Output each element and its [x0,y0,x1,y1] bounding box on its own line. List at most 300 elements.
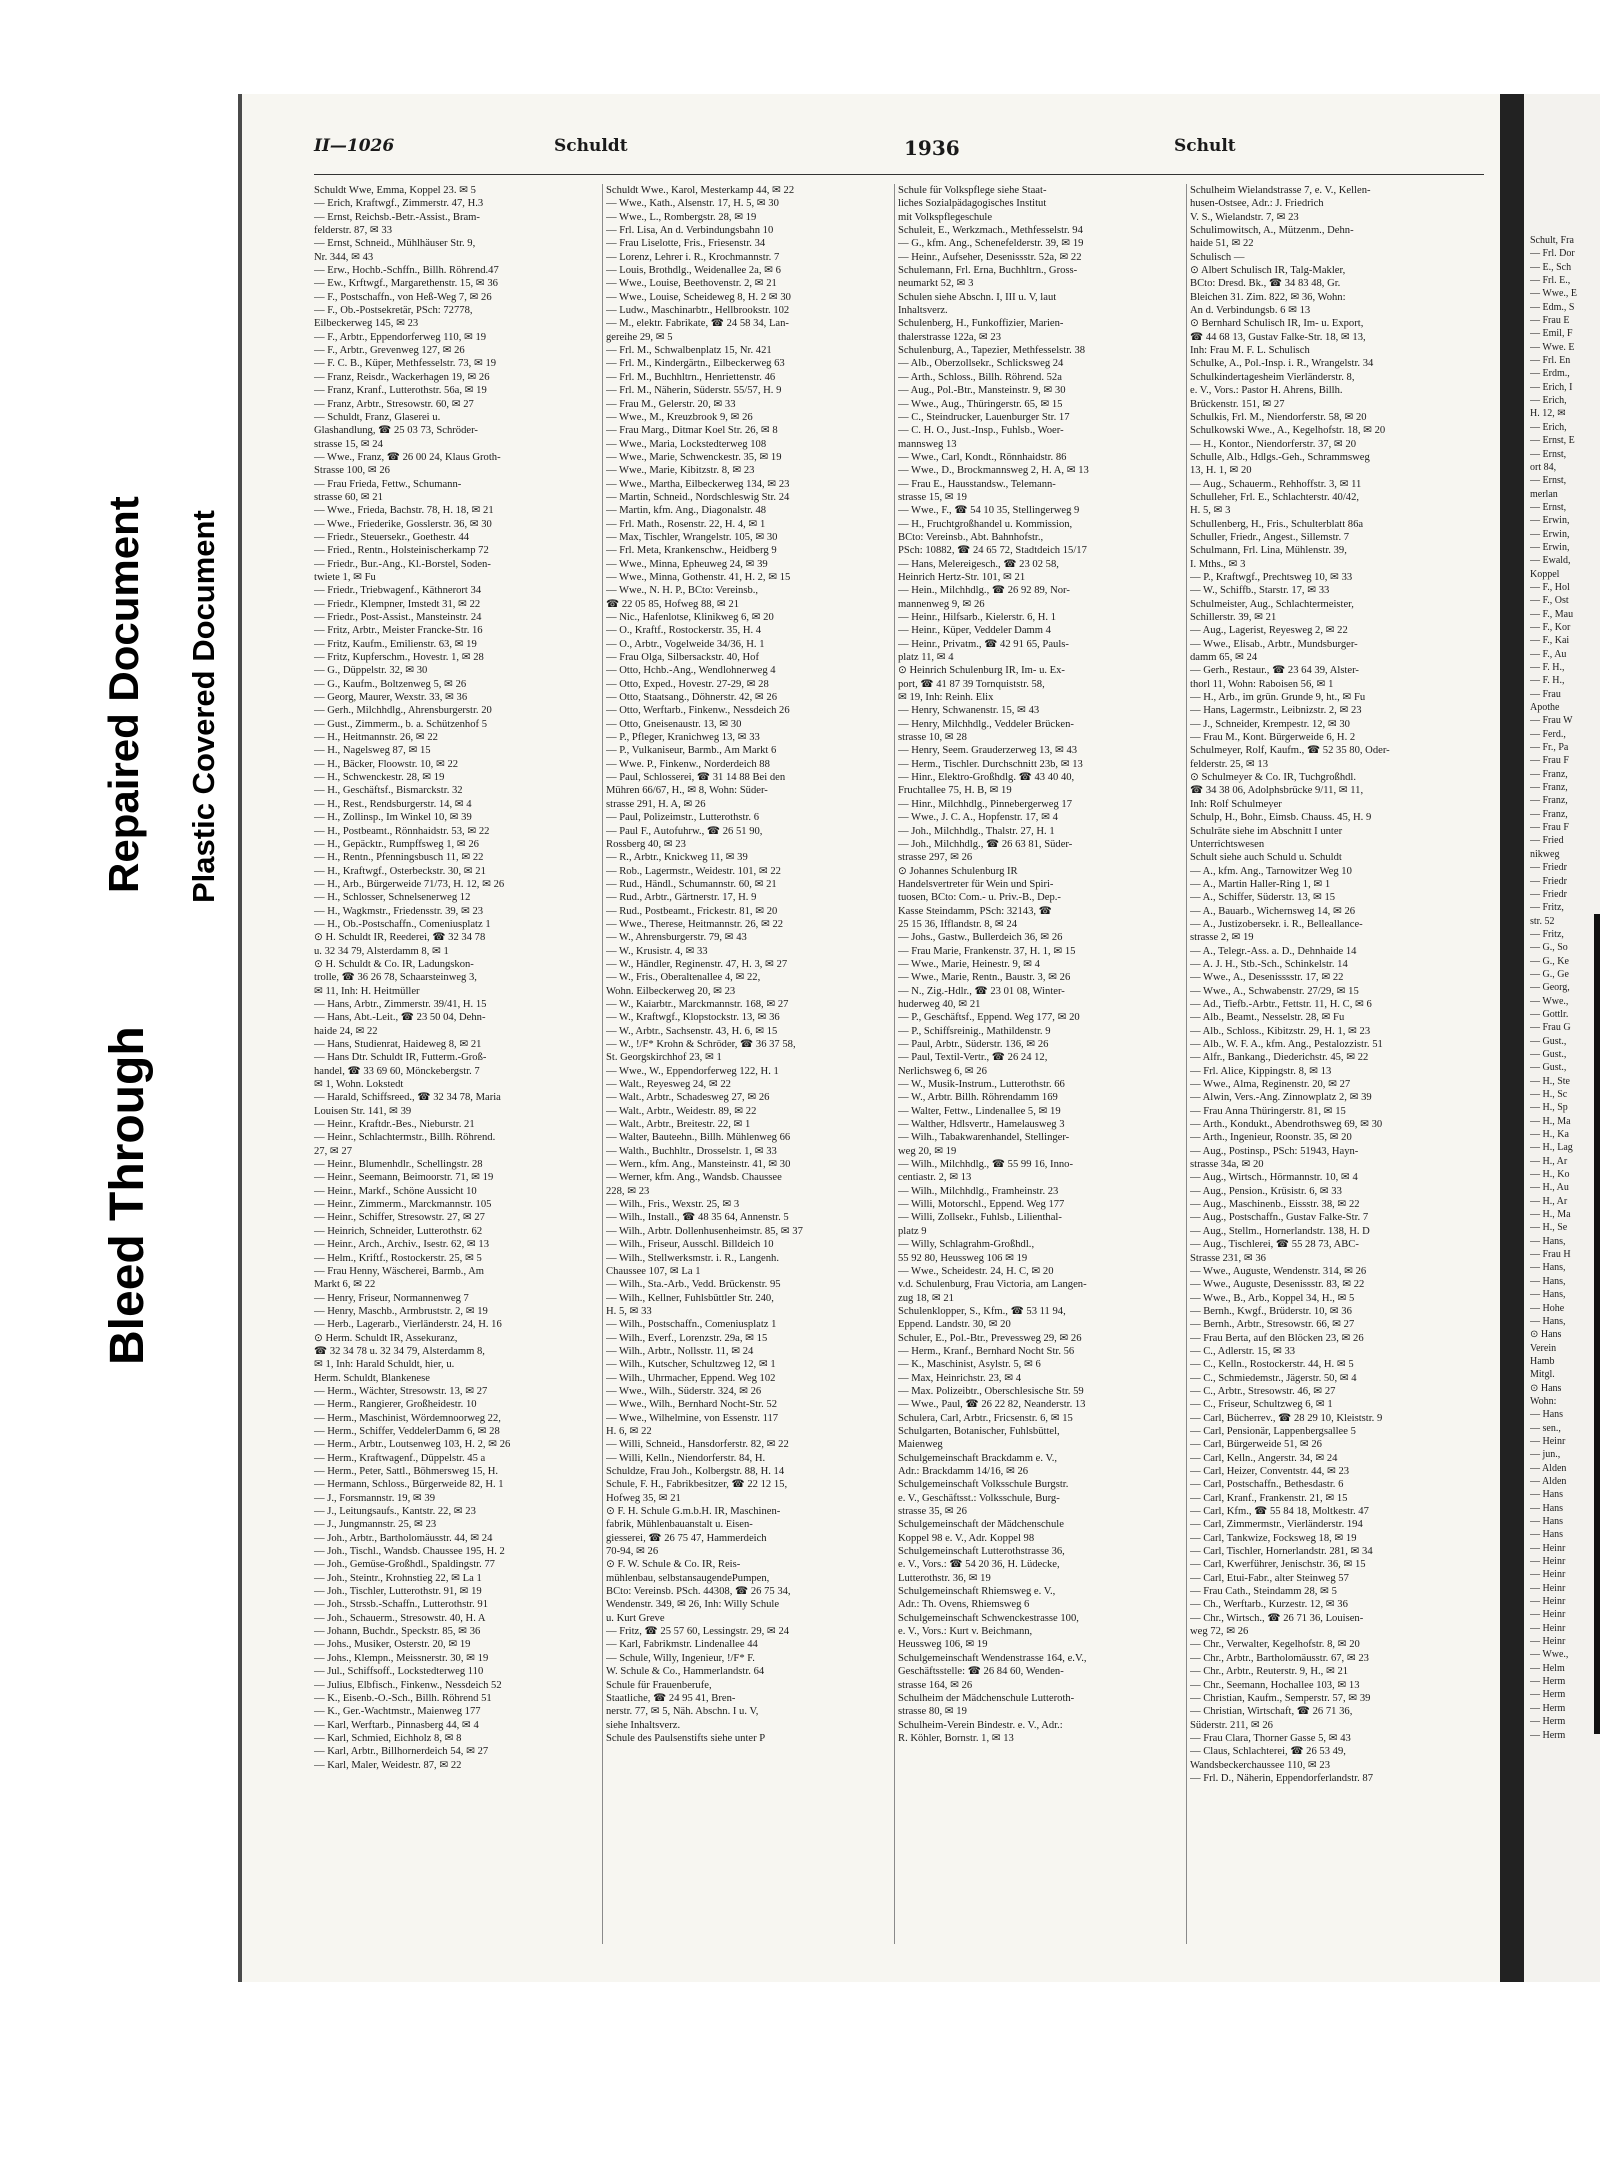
directory-entry: — Walther, Hdlsvertr., Hamelausweg 3 [898,1119,1065,1131]
directory-entry: — Alb., Beamt., Nesselstr. 28, ✉ Fu [1190,1012,1345,1024]
directory-entry: — F., Postschaffn., von Heß-Weg 7, ✉ 26 [314,291,492,303]
directory-entry: — Willi, Motorschl., Eppend. Weg 177 [898,1199,1065,1211]
directory-entry: — Otto, Hchb.-Ang., Wendlohnerweg 4 [606,665,776,677]
scan-edge-shadow [1594,914,1600,1734]
directory-entry: — Willi, Schneid., Hansdorferstr. 82, ✉ 22 [606,1439,789,1451]
directory-entry: — Alb., Oberzollsekr., Schlicksweg 24 [898,358,1064,370]
directory-entry: — Johs., Klempn., Meissnerstr. 30, ✉ 19 [314,1652,489,1664]
directory-entry: — Heinr., Privatm., ☎ 42 91 65, Pauls- [898,638,1069,650]
directory-entry: ⊙ Heinrich Schulenburg IR, Im- u. Ex- [898,665,1065,677]
directory-entry: — Frl. M., Näherin, Süderstr. 55/57, H. 9 [606,385,782,397]
next-page-entry: — G., So [1530,942,1568,954]
next-page-entry: — Heinr [1530,1609,1566,1621]
directory-entry: e. V., Vors.: ☎ 54 20 36, H. Lüdecke, [898,1559,1060,1571]
directory-entry: — Friedr., Steuersekr., Goethestr. 44 [314,531,470,543]
directory-entry: — H., Kraftwgf., Osterbeckstr. 30, ✉ 21 [314,865,486,877]
next-page-entry: — Heinr [1530,1569,1566,1581]
next-page-entry: — H., Ste [1530,1075,1570,1087]
next-page-entry: — Hans, [1530,1315,1566,1327]
directory-entry: e. V., Vors.: Kurt v. Beichmann, [898,1626,1033,1638]
next-page-entry: ort 84, [1530,461,1557,473]
directory-entry: — Julius, Elbfisch., Finkenw., Nessdeich 52 [314,1679,502,1691]
directory-entry: — Fritz, Kaufm., Emilienstr. 63, ✉ 19 [314,638,477,650]
directory-entry: — Karl, Arbtr., Billhornerdeich 54, ✉ 27 [314,1746,489,1758]
next-page-entry: — Georg, [1530,982,1570,994]
directory-entry: twiete 1, ✉ Fu [314,571,376,583]
directory-entry: — Henry, Schwanenstr. 15, ✉ 43 [898,705,1040,717]
directory-entry: strasse 15, ✉ 24 [314,438,383,450]
directory-entry: ☎ 34 38 06, Adolphsbrücke 9/11, ✉ 11, [1190,785,1364,797]
directory-entry: — Claus, Schlachterei, ☎ 26 53 49, [1190,1746,1346,1758]
next-page-entry: — H., Sp [1530,1102,1568,1114]
book-gutter [1500,94,1524,1982]
directory-entry: mannsweg 13 [898,438,957,450]
directory-entry: — Arth., Kondukt., Abendrothsweg 69, ✉ 30 [1190,1119,1383,1131]
next-page-entry: — H., Au [1530,1182,1569,1194]
directory-entry: Schulheim-Verein Bindestr. e. V., Adr.: [898,1719,1063,1731]
next-page-entry: — Franz, [1530,808,1568,820]
directory-entry: — Frau Olga, Silbersackstr. 40, Hof [606,652,759,664]
directory-entry: — Joh., Tischl., Wandsb. Chaussee 195, H. 2 [314,1546,505,1558]
directory-entry: ☎ 32 34 78 u. 32 34 79, Alsterdamm 8, [314,1345,485,1357]
next-page-entry: — H., Lag [1530,1142,1573,1154]
next-page-entry: — Erwin, [1530,515,1570,527]
directory-entry: — F., Arbtr., Eppendorferweg 110, ✉ 19 [314,331,487,343]
next-page-entry: — Erwin, [1530,541,1570,553]
directory-entry: — P., Vulkaniseur, Barmb., Am Markt 6 [606,745,777,757]
directory-entry: H. 5, ✉ 3 [1190,505,1231,517]
directory-entry: — Hein., Milchhdlg., ☎ 26 92 89, Nor- [898,585,1070,597]
directory-entry: — Joh., Strssb.-Schaffn., Lutterothstr. 91 [314,1599,489,1611]
next-page-entry: — jun., [1530,1449,1561,1461]
directory-entry: — Carl, Etui-Fabr., alter Steinweg 57 [1190,1572,1349,1584]
directory-entry: — Carl, Kwerführer, Jenischstr. 36, ✉ 15 [1190,1559,1366,1571]
directory-entry: Schullenberg, H., Fris., Schulterblatt 86a [1190,518,1364,530]
directory-entry: felderstr. 87, ✉ 33 [314,225,393,237]
directory-entry: — Hermann, Schloss., Bürgerweide 82, H. 1 [314,1479,504,1491]
directory-entry: — Aug., Schauerm., Rehhoffstr. 3, ✉ 11 [1190,478,1362,490]
directory-entry: — Frl. M., Schwalbenplatz 15, Nr. 421 [606,345,772,357]
page-number: II—1026 [314,136,395,156]
next-page-entry: Schult, Fra [1530,235,1574,246]
directory-entry: — Heinr., Markf., Schöne Aussicht 10 [314,1185,477,1197]
directory-entry: — Paul F., Autofuhrw., ☎ 26 51 90, [606,825,763,837]
directory-entry: — Ernst, Reichsb.-Betr.-Assist., Bram- [314,211,480,223]
directory-entry: Schulenburg, A., Tapezier, Methfesselstr. 38 [898,345,1086,357]
directory-entry: — Otto, Exped., Hovestr. 27-29, ✉ 28 [606,678,769,690]
directory-entry: — Schule, Willy, Ingenieur, !/F* F. [606,1652,755,1664]
next-page-entry: Hamb [1530,1355,1555,1367]
directory-entry: Schule für Volkspflege siehe Staat- [898,185,1047,196]
next-page-entry: — Hans [1530,1409,1564,1421]
next-page-column [1530,234,1600,1982]
directory-entry: strasse 164, ✉ 26 [898,1679,973,1691]
next-page-entry: — Frau G [1530,1022,1571,1034]
directory-entry: fabrik, Mühlenbauanstalt u. Eisen- [606,1519,753,1531]
directory-entry: — F., Arbtr., Grevenweg 127, ✉ 26 [314,345,465,357]
directory-entry: Süderstr. 211, ✉ 26 [1190,1719,1273,1731]
directory-entry: — Wwe., A., Schwabenstr. 27/29, ✉ 15 [1190,985,1359,997]
directory-entry: — Chr., Arbtr., Bartholomäusstr. 67, ✉ 23 [1190,1652,1369,1664]
directory-entry: — Johs., Musiker, Osterstr. 20, ✉ 19 [314,1639,471,1651]
directory-entry: — Herb., Lagerarb., Vierländerstr. 24, H. 16 [314,1319,502,1331]
directory-entry: Fruchtallee 75, H. B, ✉ 19 [898,785,1012,797]
directory-entry: — J., Forsmannstr. 19, ✉ 39 [314,1492,436,1504]
directory-entry: Schulkowski Wwe., A., Kegelhofstr. 18, ✉ 20 [1190,425,1386,437]
directory-entry: — Harald, Schiffsreed., ☎ 32 34 78, Maria [314,1092,501,1104]
directory-entry: W. Schule & Co., Hammerlandstr. 64 [606,1666,765,1678]
directory-entry: — W., !/F* Krohn & Schröder, ☎ 36 37 58, [606,1039,796,1050]
next-page-entry: — Gust., [1530,1035,1567,1047]
directory-entry: An d. Verbindungsb. 6 ✉ 13 [1190,305,1311,317]
next-page-entry: Verein [1530,1342,1557,1354]
directory-entry: — Aug., Stellm., Hornerlandstr. 138, H. D [1190,1225,1370,1237]
directory-entry: — Wilh., Tabakwarenhandel, Stellinger- [898,1132,1070,1144]
directory-entry: — H., Fruchtgroßhandel u. Kommission, [898,518,1073,530]
directory-entry: Schulheim der Mädchenschule Lutteroth- [898,1692,1075,1704]
directory-entry: — Wwe. P., Finkenw., Norderdeich 88 [606,758,770,770]
directory-entry: ⊙ Johannes Schulenburg IR [898,865,1018,877]
directory-entry: Schule für Frauenberufe, [606,1679,712,1691]
directory-entry: — W., Kraftwgf., Klopstockstr. 13, ✉ 36 [606,1012,780,1024]
next-page-entry: — Hans [1530,1529,1564,1541]
directory-entry: — A., Schiffer, Süderstr. 13, ✉ 15 [1190,892,1336,904]
directory-entry: e. V., Vors.: Pastor H. Ahrens, Billh. [1190,385,1343,397]
next-page-entry: — Ferd., [1530,728,1566,740]
directory-entry: Chaussee 107, ✉ La 1 [606,1265,701,1277]
next-page-entry: — G., Ke [1530,955,1569,967]
directory-entry: — Willi, Zollsekr., Fuhlsb., Lilienthal- [898,1212,1062,1224]
directory-entry: BCto: Vereinsb. PSch. 44308, ☎ 26 75 34, [606,1586,791,1598]
next-page-entry: — H., Sc [1530,1089,1568,1100]
directory-entry: — H., Zollinsp., Im Winkel 10, ✉ 39 [314,812,472,824]
directory-entry: — P., Schiffsreinig., Mathildenstr. 9 [898,1025,1051,1037]
bleed-through-label: Bleed Through [101,1026,154,1365]
directory-entry: — C., Friseur, Schultzweg 6, ✉ 1 [1190,1399,1333,1411]
next-page-entry: — Hans, [1530,1235,1566,1247]
directory-entry: — Nic., Hafenlotse, Klinikweg 6, ✉ 20 [606,612,774,623]
directory-entry: port, ☎ 41 87 39 Tornquiststr. 58, [898,678,1045,690]
column-divider [1186,184,1187,1944]
directory-entry: Eilbeckerweg 145, ✉ 23 [314,318,419,330]
directory-entry: — H., Nagelsweg 87, ✉ 15 [314,745,431,757]
directory-entry: — W., Krusistr. 4, ✉ 33 [606,945,708,957]
directory-entry: Schulgemeinschaft Brackdamm e. V., [898,1452,1058,1464]
directory-entry: — Joh., Gemüse-Großhdl., Spaldingstr. 77 [314,1559,495,1571]
directory-entry: — Walt., Arbtr., Breitestr. 22, ✉ 1 [606,1119,751,1131]
directory-entry: Schult siehe auch Schuld u. Schuldt [1190,852,1342,864]
directory-entry: — Alwin, Vers.-Ang. Zinnowplatz 2, ✉ 39 [1190,1092,1372,1104]
directory-entry: — Wwe., Louise, Beethovenstr. 2, ✉ 21 [606,278,777,290]
directory-entry: ✉ 11, Inh: H. Heitmüller [314,985,420,997]
next-page-entry: — F., Kai [1530,635,1570,647]
directory-entry: Schule des Paulsenstifts siehe unter P [606,1732,766,1744]
directory-entry: Bleichen 31. Zim. 822, ✉ 36, Wohn: [1190,291,1346,303]
directory-entry: — Walt., Reyesweg 24, ✉ 22 [606,1079,731,1091]
next-page-entry: — Ernst, [1530,448,1567,460]
directory-entry: I. Mths., ✉ 3 [1190,558,1246,570]
directory-entry: — A., Martin Haller-Ring 1, ✉ 1 [1190,878,1331,890]
directory-entry: — Frau Marie, Frankenstr. 37, H. 1, ✉ 15 [898,945,1076,957]
directory-entry: — Carl, Kfm., ☎ 55 84 18, Moltkestr. 47 [1190,1506,1369,1518]
directory-entry: Schuldt Wwe., Karol, Mesterkamp 44, ✉ 22 [606,185,795,196]
left-running-head: Schuldt [554,136,628,156]
directory-entry: — A., kfm. Ang., Tarnowitzer Weg 10 [1190,865,1352,877]
directory-entry: Strasse 100, ✉ 26 [314,465,390,477]
directory-entry: — Wilh., Stellwerksmstr. i. R., Langenh. [606,1252,779,1264]
directory-entry: Schuller, Friedr., Angest., Sillemstr. 7 [1190,531,1350,543]
next-page-entry: — Ernst, E [1530,435,1575,447]
directory-entry: — Erw., Hochb.-Schffn., Billh. Röhrend.47 [314,265,499,277]
directory-entry: damm 65, ✉ 24 [1190,652,1258,664]
directory-entry: — Ludw., Maschinarbtr., Hellbrookstr. 102 [606,305,790,317]
next-page-entry: — Franz, [1530,768,1568,780]
next-page-entry: — Edm., S [1530,301,1575,313]
directory-entry: — Martin, kfm. Ang., Diagonalstr. 48 [606,505,767,517]
directory-entry: — Friedr., Triebwagenf., Käthnerort 34 [314,585,482,597]
directory-entry: Schillerstr. 39, ✉ 21 [1190,612,1277,623]
directory-entry: — Otto, Gneisenaustr. 13, ✉ 30 [606,718,742,730]
directory-entry: strasse 80, ✉ 19 [898,1706,967,1718]
next-page-entry: — Frau F [1530,755,1569,767]
directory-entry: Schulgemeinschaft Rhiemsweg e. V., [898,1586,1056,1598]
directory-entry: — A., Bauarb., Wichernsweg 14, ✉ 26 [1190,905,1356,917]
directory-entry: — Wilh., Uhrmacher, Eppend. Weg 102 [606,1372,776,1384]
directory-entry: Handelsvertreter für Wein und Spiri- [898,878,1054,890]
directory-entry: — H., Ob.-Postschaffn., Comeniusplatz 1 [314,918,491,930]
directory-entry: — Heinr., Zimmerm., Marckmannstr. 105 [314,1199,492,1211]
directory-entry: siehe Inhaltsverz. [606,1719,681,1731]
directory-entry: — G., kfm. Ang., Schenefelderstr. 39, ✉ 19 [898,238,1084,250]
directory-entry: — Franz, Arbtr., Stresowstr. 60, ✉ 27 [314,398,474,410]
directory-entry: — Alb., Schloss., Kibitzstr. 29, H. 1, ✉ 23 [1190,1025,1371,1037]
directory-entry: — P., Geschäftsf., Eppend. Weg 177, ✉ 20 [898,1012,1080,1024]
directory-entry: — Wwe., Auguste, Desenissstr. 83, ✉ 22 [1190,1279,1365,1291]
directory-entry: BCto: Dresd. Bk., ☎ 34 83 48, Gr. [1190,278,1341,290]
directory-entry: — Hans, Studienrat, Haideweg 8, ✉ 21 [314,1039,482,1050]
directory-entry: — O., Kraftf., Rostockerstr. 35, H. 4 [606,625,762,637]
directory-entry: — Christian, Wirtschaft, ☎ 26 71 36, [1190,1706,1353,1718]
directory-entry: — Wwe., Marie, Schwenckestr. 35, ✉ 19 [606,451,782,463]
directory-entry: — Carl, Zimmermstr., Vierländerstr. 194 [1190,1519,1363,1531]
directory-entry: Inhaltsverz. [898,305,948,317]
directory-entry: trolle, ☎ 36 26 78, Schaarsteinweg 3, [314,972,477,984]
directory-entry: — Heinr., Aufseher, Desenissstr. 52a, ✉ 22 [898,251,1082,263]
directory-entry: — Joh., Milchhdlg., ☎ 26 63 81, Süder- [898,838,1073,850]
next-page-entry: — H., Ko [1530,1169,1570,1181]
next-page-entry: — H., Ka [1530,1129,1569,1141]
side-label-panel [0,0,238,2177]
directory-entry: — Wwe., J. C. A., Hopfenstr. 17, ✉ 4 [898,812,1058,824]
directory-entry: — Aug., Postschaffn., Gustav Falke-Str. 7 [1190,1212,1369,1224]
directory-entry: — Gust., Zimmerm., b. a. Schützenhof 5 [314,718,488,730]
directory-entry: Schulgarten, Botanischer, Fuhlsbüttel, [898,1425,1060,1437]
next-page-entry: — F., Ost [1530,595,1569,607]
next-page-entry: — F., Hol [1530,581,1570,593]
page-header [314,136,1484,168]
directory-entry: ✉ 1, Inh: Harald Schuldt, hier, u. [314,1359,455,1371]
directory-entry: — Wwe., Aug., Thüringerstr. 65, ✉ 15 [898,398,1063,410]
directory-entry: — Heinr., Schiffer, Stresowstr. 27, ✉ 27 [314,1212,485,1224]
directory-entry: — Frl. Meta, Krankenschw., Heidberg 9 [606,545,777,557]
next-page-entry: — E., Sch [1530,261,1572,273]
directory-entry: — Karl, Maler, Weidestr. 87, ✉ 22 [314,1759,462,1771]
directory-entry: strasse 291, H. A, ✉ 26 [606,798,706,810]
directory-entry: Schulgemeinschaft der Mädchenschule [898,1519,1064,1531]
directory-entry: — Wilh., Arbtr. Dollenhusenheimstr. 85, ✉ 37 [606,1225,803,1237]
directory-entry: — Carl, Kelln., Angerstr. 34, ✉ 24 [1190,1452,1338,1464]
directory-entry: — Wwe., Therese, Heitmannstr. 26, ✉ 22 [606,918,784,930]
directory-entry: — Walt., Arbtr., Schadesweg 27, ✉ 26 [606,1092,770,1104]
directory-entry: 55 92 80, Heussweg 106 ✉ 19 [898,1252,1028,1264]
directory-entry: — Heinr., Seemann, Beimoorstr. 71, ✉ 19 [314,1172,494,1184]
directory-entry: Schulen siehe Abschn. I, III u. V, laut [898,291,1057,303]
directory-entry: — Wilh., Friseur, Ausschl. Billdeich 10 [606,1239,774,1251]
directory-entry: — Aug., Wirtsch., Hörmannstr. 10, ✉ 4 [1190,1172,1358,1184]
directory-entry: — Carl, Heizer, Conventstr. 44, ✉ 23 [1190,1466,1350,1477]
directory-entry: Wendenstr. 349, ✉ 26, Inh: Willy Schule [606,1599,780,1611]
directory-entry: — J., Schneider, Krempestr. 12, ✉ 30 [1190,718,1350,730]
directory-entry: Schulleher, Frl. E., Schlachterstr. 40/42, [1190,491,1360,503]
directory-entry: — Fried., Rentn., Holsteinischerkamp 72 [314,545,489,557]
directory-entry: mit Volkspflegeschule [898,211,993,223]
directory-entry: — Herm., Wächter, Stresowstr. 13, ✉ 27 [314,1385,488,1397]
next-page-entry: — Fried [1530,835,1564,847]
next-page-entry: — Franz, [1530,782,1568,794]
directory-entry: — Wern., kfm. Ang., Mansteinstr. 41, ✉ 30 [606,1159,791,1171]
next-page-entry: — G., Ge [1530,968,1569,980]
directory-entry: — W., Arbtr. Billh. Röhrendamm 169 [898,1092,1058,1104]
directory-entry: — Herm., Peter, Sattl., Böhmersweg 15, H. [314,1466,499,1477]
directory-entry: — Walt., Arbtr., Weidestr. 89, ✉ 22 [606,1105,757,1117]
directory-entry: Strasse 231, ✉ 36 [1190,1252,1266,1264]
directory-entry: — G., Düppelstr. 32, ✉ 30 [314,665,428,677]
next-page-entry: — Gottlr. [1530,1008,1569,1020]
next-page-entry: H. 12, ✉ [1530,408,1566,420]
directory-entry: — Wilh., Postschaffn., Comeniusplatz 1 [606,1319,777,1331]
directory-entry: 27, ✉ 27 [314,1145,353,1157]
directory-entry: — A. J. H., Stb.-Sch., Schinkelstr. 14 [1190,958,1348,970]
directory-entry: — Wwe., L., Rombergstr. 28, ✉ 19 [606,211,757,223]
directory-entry: Schuleit, E., Werkzmach., Methfesselstr. 94 [898,225,1083,237]
directory-entry: — Heinrich, Schneider, Lutterothstr. 62 [314,1225,483,1237]
directory-entry: — Joh., Milchhdlg., Thalstr. 27, H. 1 [898,825,1055,837]
directory-entry: — Wwe., A., Desenisssstr. 17, ✉ 22 [1190,972,1344,984]
directory-entry: — Frau M., Kont. Bürgerweide 6, H. 2 [1190,732,1356,744]
directory-entry: — Hans, Lagermstr., Leibnizstr. 2, ✉ 23 [1190,705,1362,717]
next-page-entry: Apothe [1530,702,1560,714]
next-page-entry: — Heinr [1530,1435,1566,1447]
directory-entry: Lutterothstr. 36, ✉ 19 [898,1572,991,1584]
directory-entry: — Wwe., Martha, Eilbeckerweg 134, ✉ 23 [606,478,790,490]
directory-entry: — Ad., Tiefb.-Arbtr., Fettstr. 11, H. C, ✉ 6 [1190,998,1372,1010]
directory-entry: liches Sozialpädagogisches Institut [898,198,1047,210]
directory-entry: Schulp, H., Bohr., Eimsb. Chauss. 45, H. 9 [1190,812,1372,824]
directory-entry: — Wwe., Elisab., Arbtr., Mundsburger- [1190,638,1358,650]
directory-entry: — Wwe., Scheidestr. 24, H. C, ✉ 20 [898,1265,1054,1277]
directory-entry: — Otto, Staatsang., Döhnerstr. 42, ✉ 26 [606,692,778,704]
directory-entry: — Wwe., Marie, Rentn., Baustr. 3, ✉ 26 [898,972,1071,984]
directory-entry: — Rud., Händl., Schumannstr. 60, ✉ 21 [606,878,777,890]
directory-entry: — Erich, Kraftwgf., Zimmerstr. 47, H.3 [314,198,484,210]
next-page-entry: — Frau H [1530,1249,1571,1261]
directory-entry: — Wwe., Wilh., Süderstr. 324, ✉ 26 [606,1385,762,1397]
directory-entry: ⊙ Bernhard Schulisch IR, Im- u. Export, [1190,318,1364,330]
directory-entry: — Paul, Textil-Vertr., ☎ 26 24 12, [898,1052,1048,1064]
directory-entry: Schulenberg, H., Funkoffizier, Marien- [898,318,1064,330]
directory-entry: — Schuldt, Franz, Glaserei u. [314,411,441,423]
directory-entry: tuosen, BCto: Com.- u. Priv.-B., Dep.- [898,892,1061,904]
directory-entry: — H., Arb., Bürgerweide 71/73, H. 12, ✉ 26 [314,878,505,890]
directory-entry: — Frl. M., Buchhltrn., Henriettenstr. 46 [606,371,776,383]
directory-entry: — Frau E., Hausstandsw., Telemann- [898,478,1056,490]
repaired-document-label: Repaired Document [100,496,147,893]
next-page-entry: — Ernst, [1530,475,1567,487]
directory-entry: ✉ 19, Inh: Reinh. Elix [898,692,994,704]
next-page-entry: str. 52 [1530,915,1555,927]
directory-entry: 228, ✉ 23 [606,1185,650,1197]
directory-entry: ☎ 22 05 85, Hofweg 88, ✉ 21 [606,598,740,610]
directory-entry: ⊙ Schulmeyer & Co. IR, Tuchgroßhdl. [1190,772,1357,784]
directory-entry: — Carl, Kranf., Frankenstr. 21, ✉ 15 [1190,1492,1348,1504]
directory-entry: — Hans, Melereigesch., ☎ 23 02 58, [898,558,1059,570]
directory-entry: — Wwe., W., Eppendorferweg 122, H. 1 [606,1065,779,1077]
directory-entry: Wandsbeckerchaussee 110, ✉ 23 [1190,1759,1331,1771]
directory-entry: — G., Kaufm., Boltzenweg 5, ✉ 26 [314,678,467,690]
directory-entry: — H., Heitmannstr. 26, ✉ 22 [314,732,438,744]
directory-entry: — Alfr., Bankang., Diederichstr. 45, ✉ 22 [1190,1052,1369,1064]
directory-entry: — Wilh., Everf., Lorenzstr. 29a, ✉ 15 [606,1332,768,1344]
directory-entry: Schulgemeinschaft Wendenstrasse 164, e.V., [898,1652,1087,1664]
directory-entry: strasse 34a, ✉ 20 [1190,1159,1264,1171]
directory-entry: — Walth., Buchhltr., Drosselstr. 1, ✉ 33 [606,1145,777,1157]
next-page-entry: — H., Ma [1530,1115,1571,1127]
next-page-entry: — H., Ar [1530,1195,1568,1207]
next-page-entry: — Erich, [1530,395,1567,407]
next-page-entry: — Frau E [1530,315,1570,327]
directory-entry: — Wwe., Paul, ☎ 26 22 82, Neanderstr. 13 [898,1399,1086,1411]
directory-entry: — Max, Heinrichstr. 23, ✉ 4 [898,1372,1022,1384]
directory-entry: — Paul, Schlosserei, ☎ 31 14 88 Bei den [606,772,786,784]
next-page-edge [1524,94,1600,1982]
next-page-entry: — H., Ar [1530,1155,1568,1167]
directory-entry: — Martin, Schneid., Nordschleswig Str. 24 [606,491,790,503]
directory-entry: — Herm., Rangierer, Großheidestr. 10 [314,1399,477,1411]
next-page-entry: nikweg [1530,848,1560,860]
right-running-head: Schult [1174,136,1236,156]
next-page-entry: — Wwe. E [1530,341,1575,353]
next-page-entry: — Heinr [1530,1542,1566,1554]
directory-entry: — H., Geschäftsf., Bismarckstr. 32 [314,785,463,797]
directory-entry: zug 18, ✉ 21 [898,1292,954,1304]
next-page-entry: — Hans [1530,1516,1564,1527]
directory-entry: — Ch., Werftarb., Kurzestr. 12, ✉ 36 [1190,1599,1348,1611]
directory-entry: — Wwe., D., Brockmannsweg 2, H. A, ✉ 13 [898,465,1089,477]
directory-entry: — Lorenz, Lehrer i. R., Krochmannstr. 7 [606,251,780,263]
directory-entry: Adr.: Brackdamm 14/16, ✉ 26 [898,1466,1029,1477]
directory-entry: — A., Justizobersekr. i. R., Belleallance- [1190,918,1363,930]
next-page-entry: — Frau F [1530,822,1569,834]
next-page-entry: — Frl. En [1530,355,1571,367]
directory-entry: — Wilh., Milchhdlg., ☎ 55 99 16, Inno- [898,1159,1074,1171]
directory-entry: — C. H. O., Just.-Insp., Fuhlsb., Woer- [898,425,1064,437]
directory-entry: — Heinr., Schlachtermstr., Billh. Röhrend. [314,1132,496,1144]
directory-entry: strasse 60, ✉ 21 [314,491,383,503]
directory-entry: — K., Eisenb.-O.-Sch., Billh. Röhrend 51 [314,1692,492,1704]
directory-entry: Hofweg 35, ✉ 21 [606,1492,681,1504]
directory-entry: ⊙ F. H. Schule G.m.b.H. IR, Maschinen- [606,1506,781,1518]
directory-entry: — Georg, Maurer, Wexstr. 33, ✉ 36 [314,692,468,704]
